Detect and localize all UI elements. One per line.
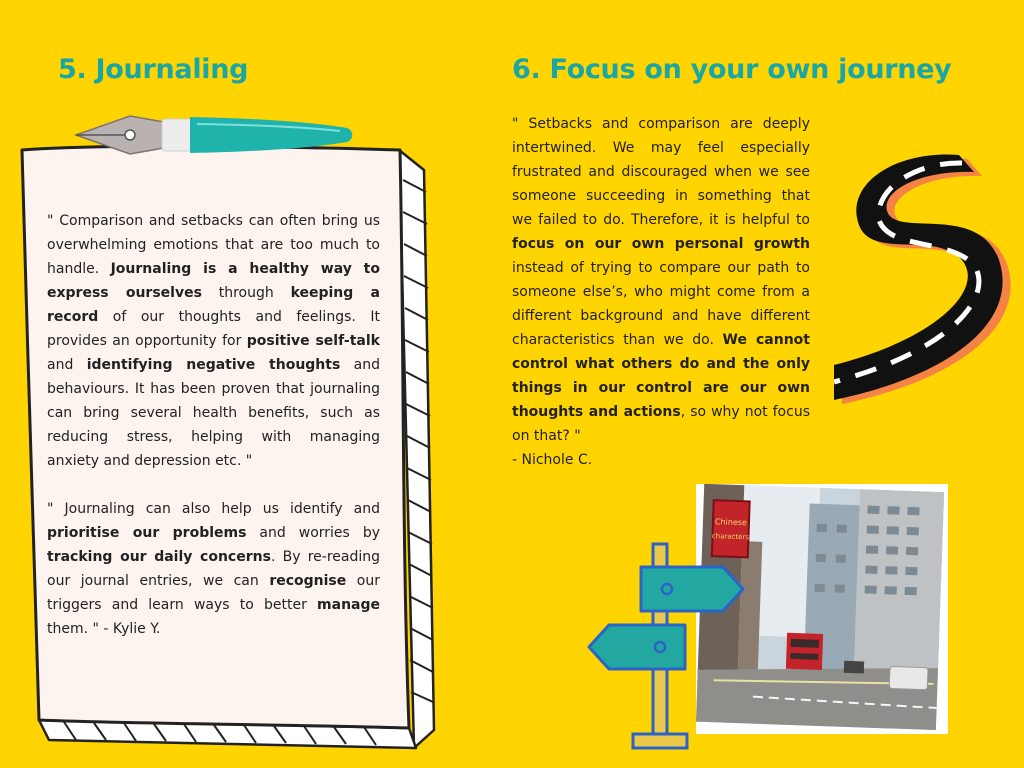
body-text: " Comparison and setbacks can often bring us overwhelming emotions that are too much to handle.: [47, 213, 380, 277]
shop-sign-line2: characters: [711, 532, 750, 542]
body-text: our triggers and learn ways to better: [47, 573, 380, 613]
journaling-paragraph-2: [47, 497, 380, 641]
body-text: . By re-reading our journal entries, we can: [47, 549, 380, 589]
emphasis-text: prioritise our problems: [47, 525, 247, 541]
body-text: instead of trying to compare our path to someone else’s, who might come from a different background and have different characteristics than we do.: [512, 260, 810, 348]
emphasis-text: focus on our own personal growth: [512, 236, 810, 252]
emphasis-text: keeping a record: [47, 285, 380, 325]
emphasis-text: positive self-talk: [246, 333, 380, 349]
section-5-heading: 5. Journaling: [58, 54, 249, 85]
journaling-text: [47, 209, 380, 665]
shop-sign-line1: Chinese: [714, 517, 748, 528]
emphasis-text: We cannot control what others do and the only things in our control are our own thoughts and actions: [512, 332, 810, 420]
emphasis-text: Journaling is a healthy way to express ourselves: [47, 261, 380, 301]
journaling-paragraph-1: [47, 209, 380, 473]
body-text: them. " - Kylie Y.: [47, 621, 161, 637]
body-text: of our thoughts and feelings. It provides an opportunity for: [47, 309, 380, 349]
body-text: and: [47, 357, 87, 373]
section-6-heading: 6. Focus on your own journey: [512, 54, 952, 85]
focus-text: [512, 112, 810, 472]
body-text: " Setbacks and comparison are deeply intertwined. We may feel especially frustrated and discouraged when we see someone succeeding in something that we failed to do. Therefore, it is helpful to: [512, 116, 810, 228]
road-icon: [834, 150, 1024, 410]
emphasis-text: tracking our daily concerns: [47, 549, 271, 565]
emphasis-text: identifying negative thoughts: [86, 357, 341, 373]
fountain-pen-icon: [72, 110, 357, 160]
body-text: and worries by: [246, 525, 380, 541]
body-text: through: [201, 285, 291, 301]
focus-paragraph: [512, 112, 810, 448]
body-text: and behaviours. It has been proven that journaling can bring several health benefits, such as reducing stress, helping with managing anxiety and depression etc. ": [47, 357, 380, 469]
emphasis-text: recognise: [269, 573, 347, 589]
signpost-icon: [585, 540, 750, 755]
body-text: , so why not focus on that? ": [512, 404, 810, 444]
focus-signature: - Nichole C.: [512, 452, 593, 468]
emphasis-text: manage: [317, 597, 380, 613]
body-text: " Journaling can also help us identify and: [47, 501, 380, 517]
